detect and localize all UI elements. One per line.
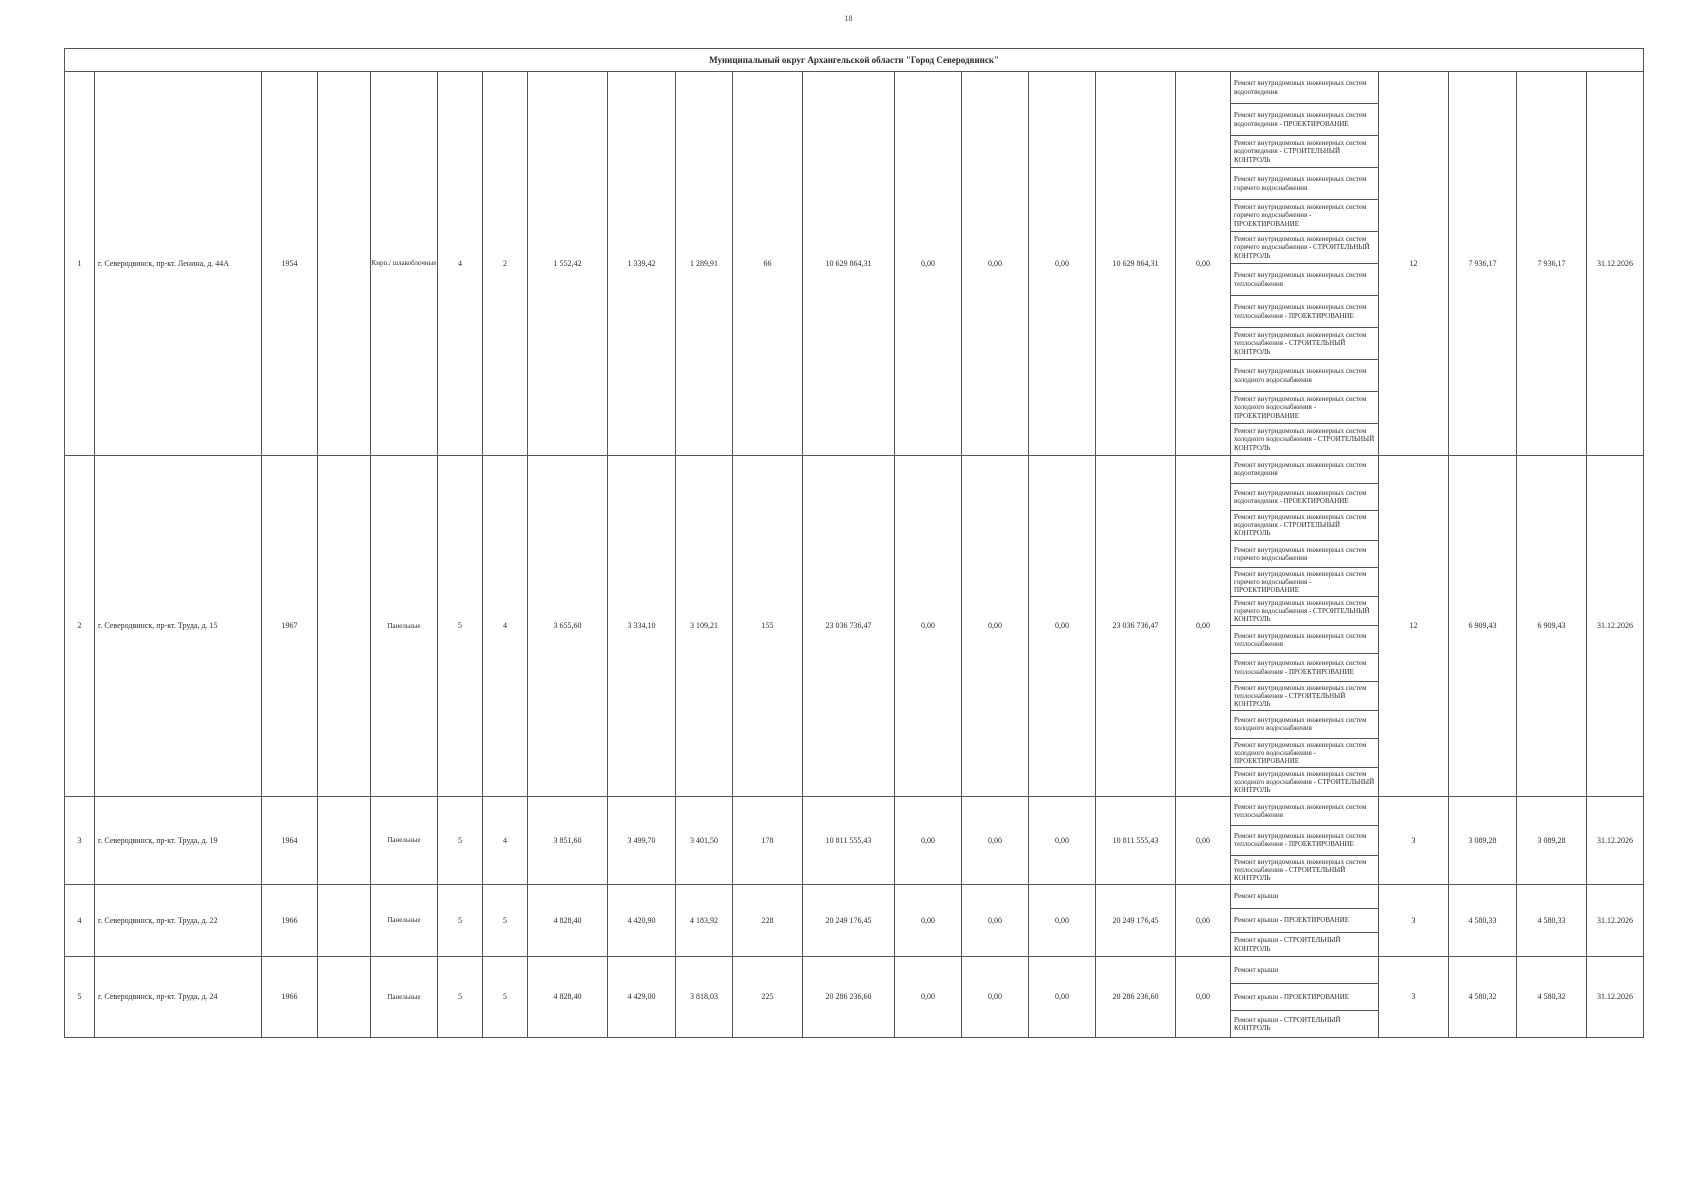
work-item-label: Ремонт внутридомовых инженерных систем холодного водоснабжения: [1234, 716, 1367, 733]
work-item-label: Ремонт крыши: [1234, 892, 1279, 901]
address-cell: г. Северодвинск, пр-кт. Труда, д. 24: [95, 957, 262, 1038]
works-list: [1231, 72, 1378, 455]
fund-2-cell: 0,00: [962, 456, 1029, 797]
residents-cell: 228: [733, 885, 803, 957]
work-item: [1231, 264, 1378, 296]
work-item: [1231, 739, 1378, 768]
residents-cell: 155: [733, 456, 803, 797]
work-item-label: Ремонт внутридомовых инженерных систем горячего водоснабжения - ПРОЕКТИРОВАНИЕ: [1234, 203, 1367, 228]
work-item-label: Ремонт внутридомовых инженерных систем холодного водоснабжения - СТРОИТЕЛЬНЫЙ КОНТРОЛЬ: [1234, 769, 1375, 794]
building-row: [65, 797, 1644, 885]
area-b-cell: 3 818,03: [676, 957, 733, 1038]
works-list-cell: [1231, 957, 1379, 1038]
total-cost-cell: 10 629 864,31: [803, 72, 895, 456]
fund-2-cell: 0,00: [962, 885, 1029, 957]
area-a-cell: 3 334,10: [608, 456, 676, 797]
work-item-label: Ремонт внутридомовых инженерных систем холодного водоснабжения - ПРОЕКТИРОВАНИЕ: [1234, 395, 1367, 420]
total-area-cell: 3 851,60: [528, 797, 608, 885]
work-item-label: Ремонт внутридомовых инженерных систем горячего водоснабжения - СТРОИТЕЛЬНЫЙ КОНТРОЛЬ: [1234, 599, 1370, 624]
work-item: [1231, 72, 1378, 104]
fund-5-cell: 0,00: [1176, 72, 1231, 456]
work-item: [1231, 797, 1378, 826]
floors-cell: 5: [438, 885, 483, 957]
work-item: [1231, 957, 1378, 984]
deadline-cell: 31.12.2026: [1587, 885, 1644, 957]
work-item: [1231, 232, 1378, 264]
work-item: [1231, 711, 1378, 739]
year-cell: 1954: [262, 72, 318, 456]
year-cell: 1964: [262, 797, 318, 885]
region-header: Муниципальный округ Архангельской области "Город Северодвинск": [65, 49, 1644, 72]
work-item: [1231, 104, 1378, 136]
fund-4-cell: 20 286 236,60: [1096, 957, 1176, 1038]
fund-1-cell: 0,00: [895, 72, 962, 456]
work-item: [1231, 511, 1378, 540]
row-number: 1: [65, 72, 95, 456]
work-item-label: Ремонт внутридомовых инженерных систем горячего водоснабжения - СТРОИТЕЛЬНЫЙ КОНТРОЛЬ: [1234, 235, 1370, 260]
housing-repair-register-table: [64, 48, 1644, 1038]
work-item: [1231, 856, 1378, 884]
limit-cost-cell: 4 580,33: [1517, 885, 1587, 957]
works-list: [1231, 797, 1378, 884]
area-a-cell: 4 420,90: [608, 885, 676, 957]
area-b-cell: 3 109,21: [676, 456, 733, 797]
total-cost-cell: 20 286 236,60: [803, 957, 895, 1038]
building-row: [65, 957, 1644, 1038]
fund-4-cell: 10 811 555,43: [1096, 797, 1176, 885]
entrances-cell: 5: [483, 885, 528, 957]
fund-4-cell: 20 249 176,45: [1096, 885, 1176, 957]
works-list-cell: [1231, 72, 1379, 456]
work-item: [1231, 654, 1378, 682]
address-cell: г. Северодвинск, пр-кт. Труда, д. 19: [95, 797, 262, 885]
address-cell: г. Северодвинск, пр-кт. Труда, д. 15: [95, 456, 262, 797]
works-list: [1231, 456, 1378, 796]
work-item: [1231, 296, 1378, 328]
limit-cost-cell: 7 936,17: [1517, 72, 1587, 456]
works-count-cell: 3: [1379, 797, 1449, 885]
works-count-cell: 12: [1379, 456, 1449, 797]
floors-cell: 5: [438, 957, 483, 1038]
total-area-cell: 3 655,60: [528, 456, 608, 797]
floors-cell: 4: [438, 72, 483, 456]
residents-cell: 66: [733, 72, 803, 456]
unit-cost-cell: 4 580,33: [1449, 885, 1517, 957]
unit-cost-cell: 7 936,17: [1449, 72, 1517, 456]
area-a-cell: 1 339,42: [608, 72, 676, 456]
page-number: 18: [844, 14, 853, 23]
work-item-label: Ремонт внутридомовых инженерных систем теплоснабжения - СТРОИТЕЛЬНЫЙ КОНТРОЛЬ: [1234, 857, 1367, 882]
work-item-label: Ремонт крыши - ПРОЕКТИРОВАНИЕ: [1234, 916, 1350, 925]
fund-3-cell: 0,00: [1029, 885, 1096, 957]
fund-1-cell: 0,00: [895, 797, 962, 885]
total-cost-cell: 23 036 736,47: [803, 456, 895, 797]
work-item-label: Ремонт внутридомовых инженерных систем холодного водоснабжения - ПРОЕКТИРОВАНИЕ: [1234, 740, 1367, 765]
work-item-label: Ремонт крыши - СТРОИТЕЛЬНЫЙ КОНТРОЛЬ: [1234, 1015, 1341, 1032]
work-item: [1231, 392, 1378, 424]
wall-material-cell: Панельные: [371, 797, 438, 885]
blank-cell: [318, 72, 371, 456]
fund-3-cell: 0,00: [1029, 456, 1096, 797]
work-item-label: Ремонт крыши - СТРОИТЕЛЬНЫЙ КОНТРОЛЬ: [1234, 936, 1341, 953]
year-cell: 1966: [262, 957, 318, 1038]
fund-3-cell: 0,00: [1029, 957, 1096, 1038]
address-cell: г. Северодвинск, пр-кт. Труда, д. 22: [95, 885, 262, 957]
work-item-label: Ремонт крыши - ПРОЕКТИРОВАНИЕ: [1234, 992, 1350, 1001]
total-cost-cell: 10 811 555,43: [803, 797, 895, 885]
entrances-cell: 2: [483, 72, 528, 456]
work-item: [1231, 933, 1378, 956]
work-item-label: Ремонт внутридомовых инженерных систем водоотведения: [1234, 79, 1367, 96]
blank-cell: [318, 957, 371, 1038]
work-item: [1231, 626, 1378, 654]
wall-material-cell: Панельные: [371, 957, 438, 1038]
work-item: [1231, 597, 1378, 626]
entrances-cell: 4: [483, 797, 528, 885]
works-list: [1231, 885, 1378, 956]
work-item-label: Ремонт крыши: [1234, 965, 1279, 974]
floors-cell: 5: [438, 456, 483, 797]
blank-cell: [318, 885, 371, 957]
area-a-cell: 3 499,70: [608, 797, 676, 885]
total-area-cell: 1 552,42: [528, 72, 608, 456]
works-list-cell: [1231, 456, 1379, 797]
residents-cell: 225: [733, 957, 803, 1038]
fund-1-cell: 0,00: [895, 885, 962, 957]
work-item: [1231, 568, 1378, 597]
limit-cost-cell: 6 909,43: [1517, 456, 1587, 797]
work-item: [1231, 885, 1378, 909]
work-item: [1231, 768, 1378, 796]
deadline-cell: 31.12.2026: [1587, 456, 1644, 797]
total-area-cell: 4 828,40: [528, 957, 608, 1038]
wall-material-cell: Кирп./ шлакоблочные: [371, 72, 438, 456]
works-list-cell: [1231, 797, 1379, 885]
works-list: [1231, 957, 1378, 1037]
deadline-cell: 31.12.2026: [1587, 72, 1644, 456]
deadline-cell: 31.12.2026: [1587, 957, 1644, 1038]
work-item-label: Ремонт внутридомовых инженерных систем холодного водоснабжения - СТРОИТЕЛЬНЫЙ КОНТРОЛЬ: [1234, 427, 1375, 452]
work-item-label: Ремонт внутридомовых инженерных систем водоотведения - СТРОИТЕЛЬНЫЙ КОНТРОЛЬ: [1234, 139, 1367, 164]
year-cell: 1967: [262, 456, 318, 797]
works-list-cell: [1231, 885, 1379, 957]
work-item: [1231, 682, 1378, 711]
area-b-cell: 4 183,92: [676, 885, 733, 957]
entrances-cell: 4: [483, 456, 528, 797]
deadline-cell: 31.12.2026: [1587, 797, 1644, 885]
unit-cost-cell: 3 089,28: [1449, 797, 1517, 885]
total-cost-cell: 20 249 176,45: [803, 885, 895, 957]
limit-cost-cell: 4 580,32: [1517, 957, 1587, 1038]
fund-5-cell: 0,00: [1176, 885, 1231, 957]
work-item: [1231, 424, 1378, 455]
unit-cost-cell: 4 580,32: [1449, 957, 1517, 1038]
total-area-cell: 4 828,40: [528, 885, 608, 957]
work-item: [1231, 984, 1378, 1011]
works-count-cell: 3: [1379, 885, 1449, 957]
year-cell: 1966: [262, 885, 318, 957]
row-number: 4: [65, 885, 95, 957]
fund-5-cell: 0,00: [1176, 797, 1231, 885]
work-item-label: Ремонт внутридомовых инженерных систем водоотведения - ПРОЕКТИРОВАНИЕ: [1234, 111, 1367, 128]
area-b-cell: 1 289,91: [676, 72, 733, 456]
row-number: 5: [65, 957, 95, 1038]
wall-material-cell: Панельные: [371, 456, 438, 797]
work-item-label: Ремонт внутридомовых инженерных систем теплоснабжения: [1234, 803, 1367, 820]
work-item: [1231, 200, 1378, 232]
work-item-label: Ремонт внутридомовых инженерных систем теплоснабжения: [1234, 271, 1367, 288]
building-row: [65, 885, 1644, 957]
work-item-label: Ремонт внутридомовых инженерных систем теплоснабжения - ПРОЕКТИРОВАНИЕ: [1234, 659, 1367, 676]
fund-1-cell: 0,00: [895, 957, 962, 1038]
work-item: [1231, 328, 1378, 360]
fund-3-cell: 0,00: [1029, 797, 1096, 885]
fund-2-cell: 0,00: [962, 957, 1029, 1038]
fund-3-cell: 0,00: [1029, 72, 1096, 456]
area-b-cell: 3 401,50: [676, 797, 733, 885]
fund-1-cell: 0,00: [895, 456, 962, 797]
fund-4-cell: 10 629 864,31: [1096, 72, 1176, 456]
work-item-label: Ремонт внутридомовых инженерных систем холодного водоснабжения: [1234, 367, 1367, 384]
building-row: [65, 72, 1644, 456]
area-a-cell: 4 429,00: [608, 957, 676, 1038]
work-item: [1231, 826, 1378, 855]
work-item-label: Ремонт внутридомовых инженерных систем водоотведения - ПРОЕКТИРОВАНИЕ: [1234, 488, 1367, 506]
work-item: [1231, 541, 1378, 569]
fund-5-cell: 0,00: [1176, 456, 1231, 797]
limit-cost-cell: 3 089,28: [1517, 797, 1587, 885]
fund-4-cell: 23 036 736,47: [1096, 456, 1176, 797]
fund-5-cell: 0,00: [1176, 957, 1231, 1038]
work-item-label: Ремонт внутридомовых инженерных систем горячего водоснабжения: [1234, 545, 1367, 562]
work-item: [1231, 360, 1378, 392]
work-item-label: Ремонт внутридомовых инженерных систем теплоснабжения: [1234, 631, 1367, 648]
fund-2-cell: 0,00: [962, 797, 1029, 885]
work-item-label: Ремонт внутридомовых инженерных систем горячего водоснабжения - ПРОЕКТИРОВАНИЕ: [1234, 570, 1367, 595]
row-number: 2: [65, 456, 95, 797]
address-cell: г. Северодвинск, пр-кт. Ленина, д. 44А: [95, 72, 262, 456]
work-item: [1231, 484, 1378, 512]
work-item: [1231, 168, 1378, 200]
work-item-label: Ремонт внутридомовых инженерных систем теплоснабжения - СТРОИТЕЛЬНЫЙ КОНТРОЛЬ: [1234, 683, 1367, 708]
work-item-label: Ремонт внутридомовых инженерных систем теплоснабжения - ПРОЕКТИРОВАНИЕ: [1234, 303, 1367, 320]
work-item-label: Ремонт внутридомовых инженерных систем теплоснабжения - ПРОЕКТИРОВАНИЕ: [1234, 832, 1367, 849]
work-item: [1231, 136, 1378, 168]
work-item-label: Ремонт внутридомовых инженерных систем горячего водоснабжения: [1234, 175, 1367, 192]
wall-material-cell: Панельные: [371, 885, 438, 957]
row-number: 3: [65, 797, 95, 885]
works-count-cell: 12: [1379, 72, 1449, 456]
work-item: [1231, 456, 1378, 484]
unit-cost-cell: 6 909,43: [1449, 456, 1517, 797]
work-item-label: Ремонт внутридомовых инженерных систем теплоснабжения - СТРОИТЕЛЬНЫЙ КОНТРОЛЬ: [1234, 331, 1367, 356]
work-item: [1231, 1011, 1378, 1037]
work-item: [1231, 909, 1378, 933]
residents-cell: 178: [733, 797, 803, 885]
work-item-label: Ремонт внутридомовых инженерных систем водоотведения - СТРОИТЕЛЬНЫЙ КОНТРОЛЬ: [1234, 513, 1367, 538]
works-count-cell: 3: [1379, 957, 1449, 1038]
blank-cell: [318, 797, 371, 885]
floors-cell: 5: [438, 797, 483, 885]
fund-2-cell: 0,00: [962, 72, 1029, 456]
work-item-label: Ремонт внутридомовых инженерных систем водоотведения: [1234, 461, 1367, 478]
entrances-cell: 5: [483, 957, 528, 1038]
blank-cell: [318, 456, 371, 797]
building-row: [65, 456, 1644, 797]
